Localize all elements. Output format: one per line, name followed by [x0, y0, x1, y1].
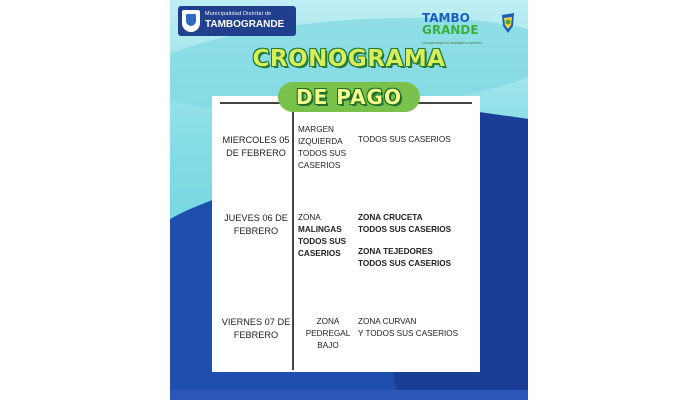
- row2-zone-label: ZONA: [298, 213, 321, 222]
- row2-date: JUEVES 06 DE FEBRERO: [224, 213, 288, 236]
- row1-zone: MARGEN IZQUIERDA TODOS SUS CASERIOS: [298, 125, 347, 170]
- brand-tagline: recuperando el verdadero sentido: [422, 40, 482, 45]
- poster: [170, 0, 528, 400]
- row3-date: VIERNES 07 DE FEBRERO: [221, 317, 291, 340]
- title-de-pago: DE PAGO: [278, 82, 420, 112]
- title-cronograma: CRONOGRAMA: [252, 46, 446, 72]
- row1-detail: TODOS SUS CASERIOS: [358, 135, 451, 144]
- brand-logo: [422, 4, 526, 50]
- row3-zone: ZONA PEDREGAL BAJO: [305, 317, 351, 350]
- municipality-name: TAMBOGRANDE: [205, 18, 285, 30]
- brand-line1: TAMBO: [422, 11, 470, 25]
- row3-detail: ZONA CURVAN Y TODOS SUS CASERIOS: [358, 317, 459, 338]
- row1-date: MIERCOLES 05 DE FEBRERO: [222, 135, 290, 158]
- shield-icon: [182, 10, 200, 32]
- row2-detail-a: ZONA CRUCETA TODOS SUS CASERIOS: [358, 213, 452, 234]
- bottom-bar: [170, 390, 528, 400]
- column-divider: [292, 102, 294, 370]
- schedule-card: [212, 96, 480, 372]
- municipality-small-text: Municipalidad Distrital de: [205, 11, 272, 18]
- row2-detail-b: ZONA TEJEDORES TODOS SUS CASERIOS: [358, 247, 452, 268]
- municipality-logo: [178, 6, 296, 36]
- brand-mark-icon: [500, 12, 516, 34]
- row2-zone: MALINGAS TODOS SUS CASERIOS: [298, 225, 347, 258]
- brand-line2: GRANDE: [422, 23, 479, 37]
